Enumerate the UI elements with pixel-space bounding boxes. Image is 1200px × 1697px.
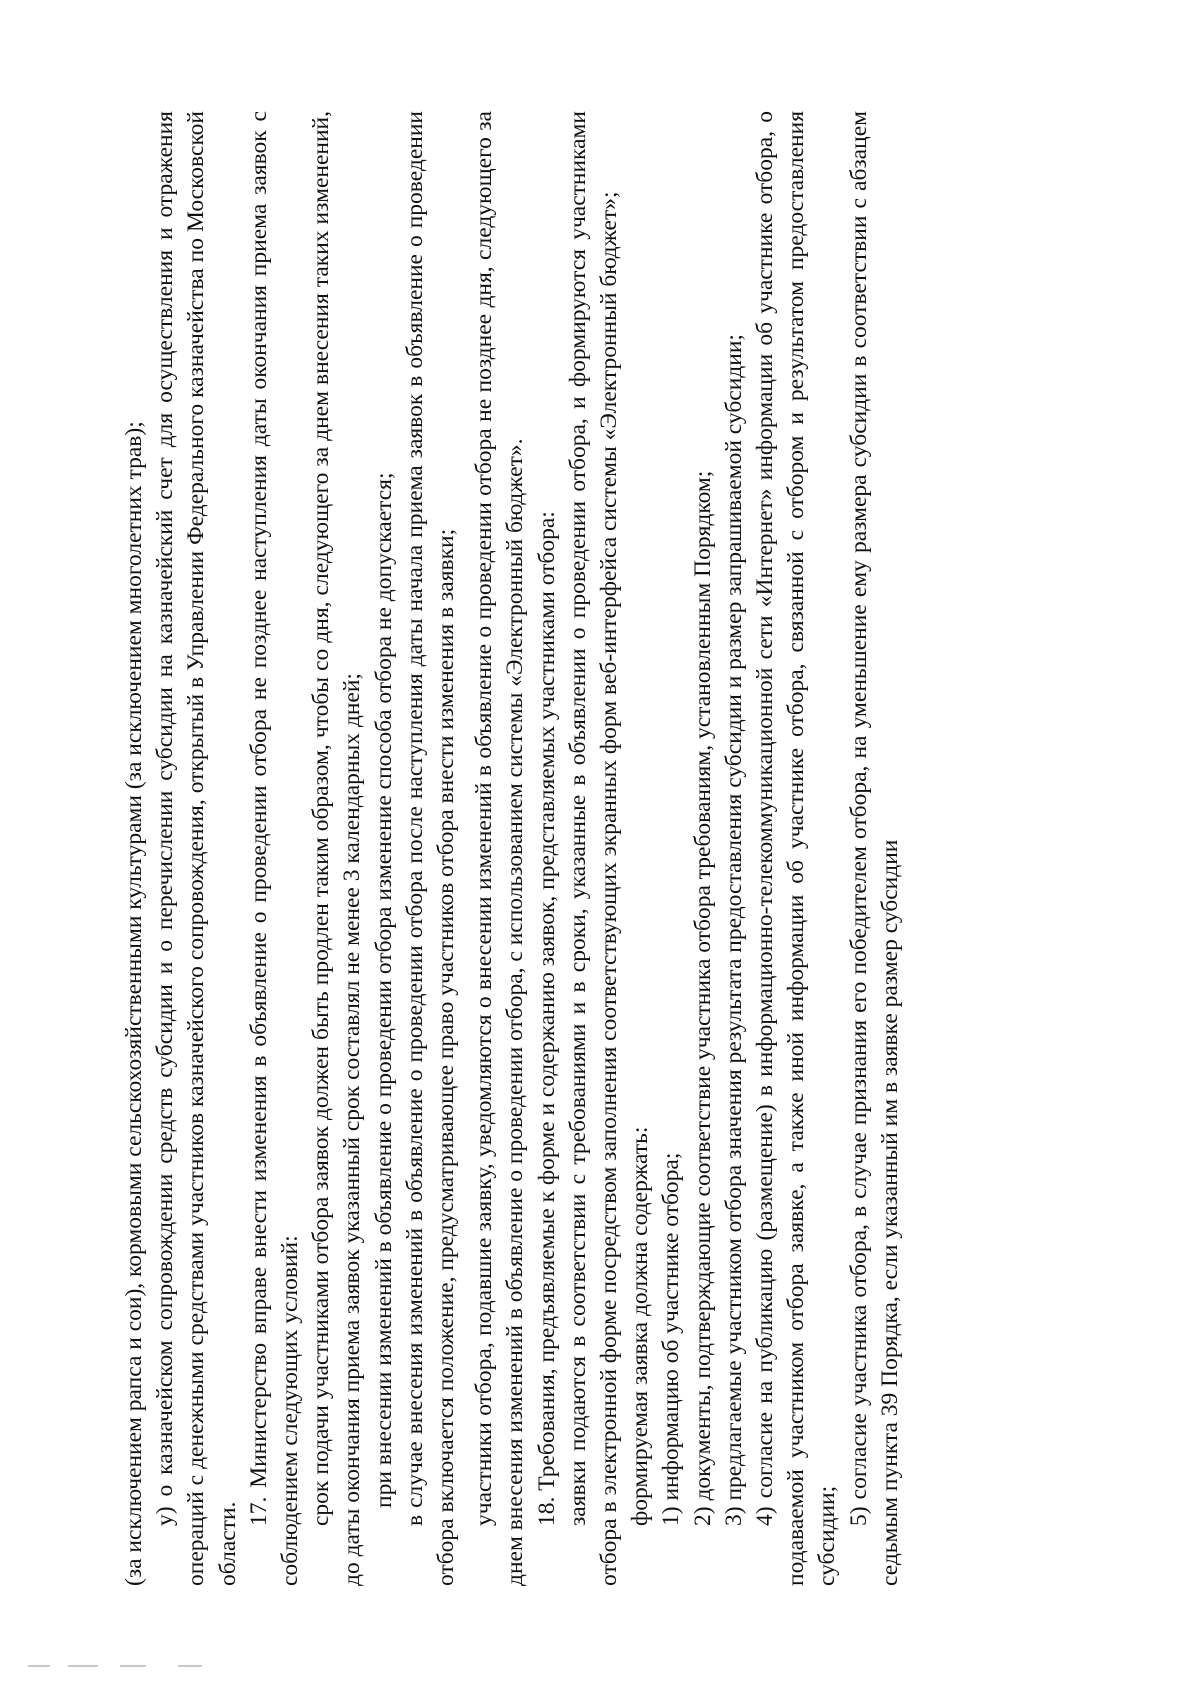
paragraph-condition-deadline: срок подачи участниками отбора заявок должен быть продлен таким образом, чтобы со дня, следующего за днем внесения таких изменений, до даты окончания приема заявок указанный срок составлял не менее 3 календарных дней;: [308, 111, 366, 1586]
paragraph-continuation: (за исключением рапса и сои), кормовыми сельскохозяйственными культурами (за исключением многолетних трав);: [121, 421, 147, 1586]
paragraph-requirements: заявки подаются в соответствии с требованиями и в сроки, указанные в объявлении о проведении отбора, и формируются участниками отбора в электронной форме посредством заполнения соответствующих экранных форм веб-интерфейса системы «Электронный бюджет»;: [564, 111, 623, 1586]
list-item-3: 3) предлагаемые участником отбора значения результата предоставления субсидии и размер запрашиваемой субсидии;: [720, 334, 747, 1526]
paragraph-condition-notify: участники отбора, подавшие заявку, уведомляются о внесении изменений в объявление о проведении отбора не позднее дня, следующего за днем внесения изменений в объявление о проведении отбора, с использованием системы «Электронный бюджет».: [471, 111, 529, 1586]
paragraph-gap: [462, 111, 469, 1586]
paragraph-18: 18. Требования, предъявляемые к форме и содержанию заявок, представляемых участниками отбора:: [533, 511, 560, 1526]
scan-artifact: [28, 1665, 208, 1671]
list-item-1: 1) информацию об участнике отбора;: [658, 1152, 685, 1526]
paragraph-condition-changes: в случае внесения изменений в объявление о проведении отбора после наступления даты начала приема заявок в объявление о проведении отбора включается положение, предусматривающее право участников отбора внести изменения в заявки;: [401, 111, 460, 1586]
paragraph-item-u: у) о казначейском сопровождении средств субсидии и о перечислении субсидии на казначейский счет для осуществления и отражения операций с денежными средствами участников казначейского сопровождения, открытый в Управлении Федерального казначейства по Московской области.: [152, 111, 241, 1586]
paragraph-contents-heading: формируемая заявка должна содержать:: [627, 1126, 654, 1526]
list-item-5: 5) согласие участника отбора, в случае признания его победителем отбора, на уменьшение ему размера субсидии в соответствии с абзацем седьмым пункта 39 Порядка, если указанный им в заявке размер субсидии: [845, 111, 903, 1586]
list-item-2: 2) документы, подтверждающие соответствие участника отбора требованиям, установленным Порядком;: [689, 470, 716, 1526]
paragraph-condition-method: при внесении изменений в объявление о проведении отбора изменение способа отбора не допускается;: [370, 472, 397, 1508]
list-item-4: 4) согласие на публикацию (размещение) в информационно-телекоммуникационной сети «Интернет» информации об участнике отбора, о подаваемой участником отбора заявке, а также иной информации об участнике отбора, связанной с отбором и результатом предоставления субсидии;: [752, 111, 841, 1586]
rotated-text-block: [119, 111, 1079, 1586]
paragraph-17: 17. Министерство вправе внести изменения в объявление о проведении отбора не позднее наступления даты окончания приема заявок с соблюдением следующих условий:: [245, 111, 304, 1586]
